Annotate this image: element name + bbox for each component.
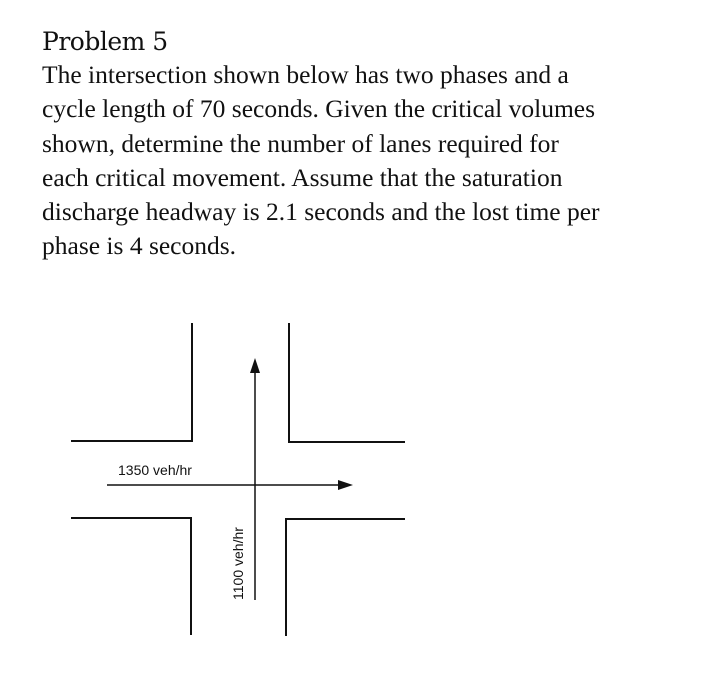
problem-line: discharge headway is 2.1 seconds and the lost time per	[42, 197, 600, 227]
eastbound-volume-label: 1350 veh/hr	[118, 462, 192, 478]
northbound-arrowhead	[250, 358, 260, 373]
curb-top-right	[289, 324, 404, 442]
curb-bottom-right	[286, 519, 404, 635]
problem-line: phase is 4 seconds.	[42, 231, 237, 261]
problem-line: cycle length of 70 seconds. Given the critical volumes	[42, 94, 596, 124]
problem-line: each critical movement. Assume that the saturation	[42, 162, 563, 192]
problem-title: Problem 5	[42, 27, 168, 56]
eastbound-arrowhead	[338, 480, 353, 490]
curb-bottom-left	[72, 518, 191, 634]
problem-line: The intersection shown below has two phases and a	[42, 60, 569, 89]
problem-line: shown, determine the number of lanes required for	[42, 128, 559, 158]
curb-top-left	[72, 324, 192, 441]
northbound-volume-label: 1100 veh/hr	[230, 527, 246, 600]
